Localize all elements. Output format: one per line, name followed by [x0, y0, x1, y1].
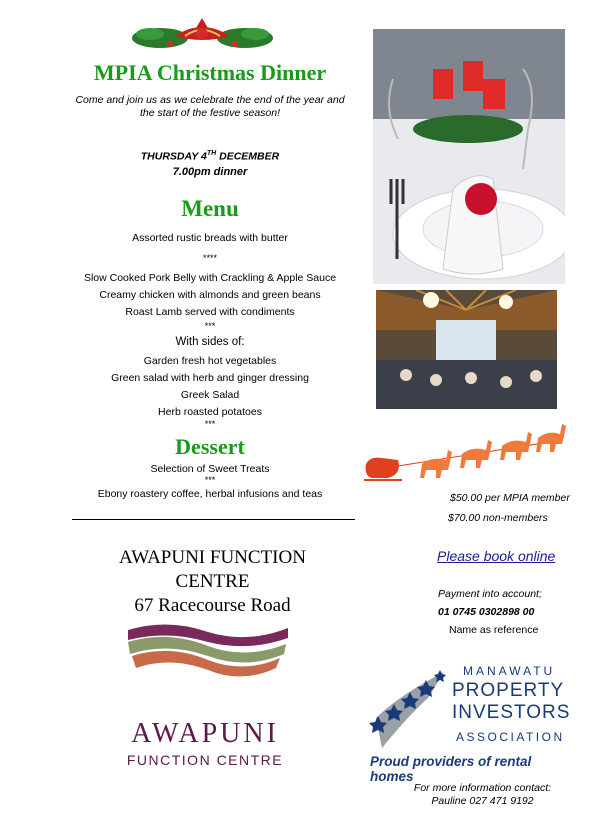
- mpia-line1: MANAWATU: [463, 664, 556, 678]
- function-room-photo: [376, 290, 557, 409]
- event-date: [60, 147, 360, 164]
- date-month: DECEMBER: [216, 150, 280, 163]
- contact-line: Pauline 027 471 9192: [431, 795, 534, 807]
- mpia-logo: [368, 660, 573, 784]
- awapuni-logo-word: AWAPUNI: [131, 718, 279, 749]
- payment-reference: Name as reference: [449, 624, 539, 636]
- event-time: 7.00pm dinner: [172, 166, 248, 178]
- main-item: Slow Cooked Pork Belly with Crackling & Apple Sauce: [83, 272, 337, 284]
- intro-line: the start of the festive season!: [139, 107, 281, 119]
- table-setting-photo: [373, 29, 565, 284]
- main-item: Roast Lamb served with condiments: [125, 306, 295, 318]
- mpia-stars-icon: [368, 666, 453, 751]
- mpia-line3: INVESTORS: [452, 702, 571, 723]
- book-online-link[interactable]: Please book online: [437, 548, 556, 564]
- menu-separator: ****: [202, 253, 217, 263]
- menu-separator: ***: [204, 419, 216, 429]
- menu-separator: ***: [204, 321, 216, 331]
- price-non-member: $70.00 non-members: [448, 512, 548, 524]
- venue-line: CENTRE: [175, 571, 250, 592]
- intro-text: [55, 94, 365, 120]
- event-title: MPIA Christmas Dinner: [93, 60, 327, 85]
- section-divider: [72, 519, 355, 520]
- dessert-separator: ***: [204, 475, 216, 485]
- side-item: Herb roasted potatoes: [158, 406, 262, 418]
- mpia-tagline: Proud providers of rental homes: [370, 754, 532, 784]
- mpia-line4: ASSOCIATION: [456, 730, 565, 744]
- dessert-item: Selection of Sweet Treats: [150, 463, 270, 475]
- main-item: Creamy chicken with almonds and green beans: [99, 289, 321, 301]
- date-prefix: THURSDAY 4: [140, 150, 207, 163]
- holly-decoration-icon: [130, 14, 275, 54]
- intro-line: Come and join us as we celebrate the end of the year and: [75, 94, 345, 106]
- venue-address: [60, 546, 365, 618]
- price-member: $50.00 per MPIA member: [450, 492, 570, 504]
- venue-line: AWAPUNI FUNCTION: [119, 547, 306, 568]
- menu-sides: [60, 353, 360, 421]
- side-item: Green salad with herb and ginger dressing: [111, 372, 309, 384]
- menu-mains: [60, 270, 360, 321]
- menu-bread: Assorted rustic breads with butter: [132, 232, 288, 244]
- side-item: Greek Salad: [180, 389, 240, 401]
- contact-info: [395, 782, 570, 808]
- account-number: 01 0745 0302898 00: [438, 606, 535, 618]
- date-suffix-sup: TH: [206, 150, 217, 157]
- payment-label: Payment into account;: [438, 588, 542, 600]
- sleigh-reindeer-icon: [362, 420, 570, 488]
- menu-sides-heading: With sides of:: [175, 336, 245, 348]
- contact-line: For more information contact:: [413, 782, 552, 794]
- venue-line: 67 Racecourse Road: [134, 595, 291, 616]
- awapuni-wave-logo-icon: [128, 618, 293, 688]
- dessert-drinks: Ebony roastery coffee, herbal infusions and teas: [97, 488, 323, 500]
- menu-heading: Menu: [181, 196, 239, 221]
- side-item: Garden fresh hot vegetables: [143, 355, 277, 367]
- awapuni-logo-sub: FUNCTION CENTRE: [126, 752, 284, 768]
- mpia-line2: PROPERTY: [452, 680, 565, 701]
- dessert-heading: Dessert: [175, 434, 245, 459]
